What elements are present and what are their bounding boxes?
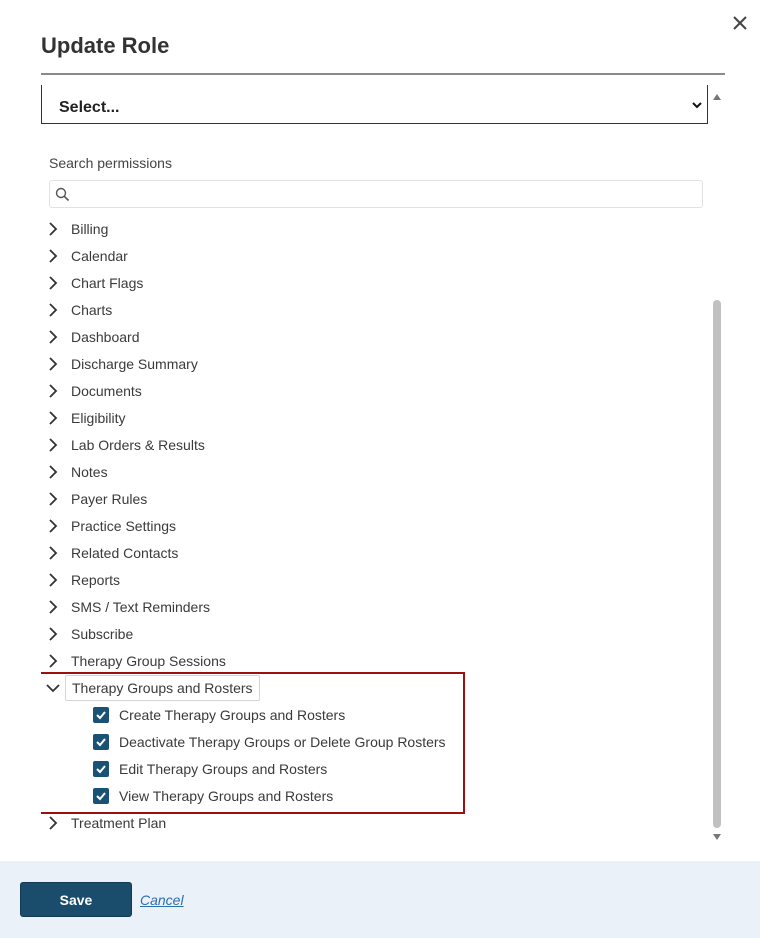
permission-label: Lab Orders & Results xyxy=(71,437,205,453)
permission-label: Dashboard xyxy=(71,329,140,345)
checkbox-checked[interactable] xyxy=(93,761,109,777)
chevron-right-icon[interactable] xyxy=(46,599,60,615)
dialog-title: Update Role xyxy=(41,33,170,58)
permission-label: Therapy Groups and Rosters xyxy=(65,675,260,701)
permission-option-label: Edit Therapy Groups and Rosters xyxy=(119,761,328,777)
chevron-right-icon[interactable] xyxy=(46,329,60,345)
permission-option-label: Deactivate Therapy Groups or Delete Group Rosters xyxy=(119,734,446,750)
permission-option-view[interactable] xyxy=(93,783,493,810)
permission-label: Billing xyxy=(71,221,109,237)
close-icon[interactable] xyxy=(729,12,751,34)
chevron-right-icon[interactable] xyxy=(46,410,60,426)
search-icon xyxy=(55,187,70,202)
permission-label: Notes xyxy=(71,464,108,480)
permission-label: Chart Flags xyxy=(71,275,144,291)
chevron-right-icon[interactable] xyxy=(46,248,60,264)
permission-row-sms-text-reminders[interactable] xyxy=(41,594,681,621)
save-button[interactable]: Save xyxy=(20,882,132,917)
permission-option-create[interactable] xyxy=(93,702,493,729)
permission-row-calendar[interactable] xyxy=(41,243,681,270)
role-select[interactable] xyxy=(41,85,708,124)
scroll-down-arrow-icon[interactable] xyxy=(713,834,721,840)
chevron-right-icon[interactable] xyxy=(46,572,60,588)
chevron-right-icon[interactable] xyxy=(46,518,60,534)
cancel-link[interactable]: Cancel xyxy=(140,892,184,908)
permission-row-discharge-summary[interactable] xyxy=(41,351,681,378)
permission-row-payer-rules[interactable] xyxy=(41,486,681,513)
search-box[interactable] xyxy=(49,180,703,208)
permission-option-edit[interactable] xyxy=(93,756,493,783)
chevron-right-icon[interactable] xyxy=(46,491,60,507)
chevron-right-icon[interactable] xyxy=(46,302,60,318)
permission-label: Subscribe xyxy=(71,626,134,642)
scroll-up-arrow-icon[interactable] xyxy=(713,94,721,100)
permission-label: SMS / Text Reminders xyxy=(71,599,211,615)
chevron-right-icon[interactable] xyxy=(46,815,60,831)
permission-label: Reports xyxy=(71,572,121,588)
permission-row-eligibility[interactable] xyxy=(41,405,681,432)
search-permissions-label: Search permissions xyxy=(49,155,172,171)
permission-row-related-contacts[interactable] xyxy=(41,540,681,567)
checkbox-checked[interactable] xyxy=(93,788,109,804)
permission-option-label: View Therapy Groups and Rosters xyxy=(119,788,334,804)
scrollbar-thumb[interactable] xyxy=(713,300,721,828)
chevron-right-icon[interactable] xyxy=(46,221,60,237)
permission-row-practice-settings[interactable] xyxy=(41,513,681,540)
checkbox-checked[interactable] xyxy=(93,734,109,750)
permission-label: Treatment Plan xyxy=(71,815,167,831)
permission-row-therapy-groups-and-rosters[interactable] xyxy=(41,675,681,702)
chevron-right-icon[interactable] xyxy=(46,383,60,399)
permission-row-reports[interactable] xyxy=(41,567,681,594)
permission-label: Practice Settings xyxy=(71,518,177,534)
permission-row-treatment-plan[interactable] xyxy=(41,810,681,837)
permission-row-charts[interactable] xyxy=(41,297,681,324)
chevron-right-icon[interactable] xyxy=(46,356,60,372)
chevron-right-icon[interactable] xyxy=(46,275,60,291)
permission-label: Therapy Group Sessions xyxy=(71,653,226,669)
chevron-down-icon[interactable] xyxy=(46,680,60,696)
permissions-scroll-area[interactable] xyxy=(41,75,725,848)
chevron-right-icon[interactable] xyxy=(46,464,60,480)
permission-label: Calendar xyxy=(71,248,128,264)
dialog-footer xyxy=(0,861,760,938)
permission-row-chart-flags[interactable] xyxy=(41,270,681,297)
permission-label: Related Contacts xyxy=(71,545,179,561)
permission-label: Charts xyxy=(71,302,113,318)
permission-row-lab-orders-results[interactable] xyxy=(41,432,681,459)
role-select-value: Select... xyxy=(59,99,120,116)
permission-label: Payer Rules xyxy=(71,491,148,507)
permission-option-deactivate[interactable] xyxy=(93,729,493,756)
permission-label: Discharge Summary xyxy=(71,356,198,372)
permission-label: Eligibility xyxy=(71,410,126,426)
chevron-right-icon[interactable] xyxy=(46,626,60,642)
permission-row-dashboard[interactable] xyxy=(41,324,681,351)
permission-row-subscribe[interactable] xyxy=(41,621,681,648)
vertical-scrollbar[interactable] xyxy=(710,90,724,846)
permission-row-notes[interactable] xyxy=(41,459,681,486)
permission-row-therapy-group-sessions[interactable] xyxy=(41,648,681,675)
checkbox-checked[interactable] xyxy=(93,707,109,723)
permission-option-label: Create Therapy Groups and Rosters xyxy=(119,707,346,723)
permission-row-billing[interactable] xyxy=(41,216,681,243)
chevron-right-icon[interactable] xyxy=(46,437,60,453)
search-input[interactable] xyxy=(76,183,700,207)
chevron-right-icon[interactable] xyxy=(46,545,60,561)
permission-label: Documents xyxy=(71,383,142,399)
permission-row-documents[interactable] xyxy=(41,378,681,405)
chevron-down-icon xyxy=(691,100,703,110)
chevron-right-icon[interactable] xyxy=(46,653,60,669)
